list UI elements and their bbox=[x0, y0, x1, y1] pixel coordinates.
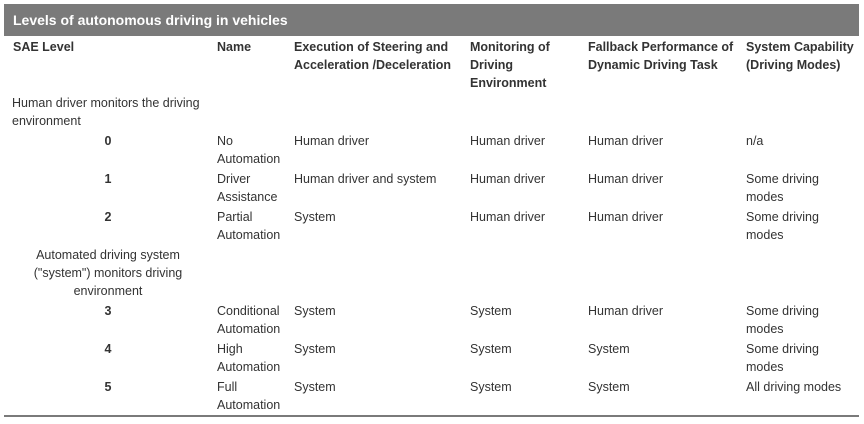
row-4-monitoring: System bbox=[470, 342, 512, 356]
row-0-capability: n/a bbox=[746, 134, 764, 148]
row-1-level: 1 bbox=[104, 172, 112, 186]
header-sae-level: SAE Level bbox=[13, 40, 75, 54]
row-0-level: 0 bbox=[104, 134, 112, 148]
row-2-capability: Some driving modes bbox=[746, 210, 819, 242]
header-name: Name bbox=[217, 40, 252, 54]
row-1-fallback: Human driver bbox=[588, 172, 664, 186]
row-0-execution: Human driver bbox=[294, 134, 370, 148]
table-title: Levels of autonomous driving in vehicles bbox=[4, 4, 859, 36]
row-0-monitoring: Human driver bbox=[470, 134, 546, 148]
row-3-execution: System bbox=[294, 304, 336, 318]
row-5-capability: All driving modes bbox=[746, 380, 842, 394]
group-system-monitors: Automated driving system ("system") monitors driving environment bbox=[33, 248, 183, 298]
row-3-level: 3 bbox=[104, 304, 112, 318]
row-1-monitoring: Human driver bbox=[470, 172, 546, 186]
header-capability: System Capability (Driving Modes) bbox=[746, 40, 854, 72]
row-5-fallback: System bbox=[588, 380, 630, 394]
row-1-name: Driver Assistance bbox=[217, 172, 278, 204]
header-fallback: Fallback Performance of Dynamic Driving Task bbox=[588, 40, 734, 72]
row-2-level: 2 bbox=[104, 210, 112, 224]
row-5-name: Full Automation bbox=[217, 380, 281, 412]
row-4-execution: System bbox=[294, 342, 336, 356]
table-bottom-border bbox=[4, 415, 859, 417]
row-4-fallback: System bbox=[588, 342, 630, 356]
row-3-capability: Some driving modes bbox=[746, 304, 819, 336]
group-human-monitors: Human driver monitors the driving environment bbox=[12, 96, 200, 128]
row-5-execution: System bbox=[294, 380, 336, 394]
row-5-monitoring: System bbox=[470, 380, 512, 394]
row-4-name: High Automation bbox=[217, 342, 281, 374]
row-1-execution: Human driver and system bbox=[294, 172, 437, 186]
row-3-fallback: Human driver bbox=[588, 304, 664, 318]
row-3-name: Conditional Automation bbox=[217, 304, 281, 336]
row-2-fallback: Human driver bbox=[588, 210, 664, 224]
row-4-capability: Some driving modes bbox=[746, 342, 819, 374]
row-0-name: No Automation bbox=[217, 134, 281, 166]
row-2-monitoring: Human driver bbox=[470, 210, 546, 224]
row-3-monitoring: System bbox=[470, 304, 512, 318]
row-0-fallback: Human driver bbox=[588, 134, 664, 148]
row-5-level: 5 bbox=[104, 380, 112, 394]
row-1-capability: Some driving modes bbox=[746, 172, 819, 204]
row-2-name: Partial Automation bbox=[217, 210, 281, 242]
header-execution: Execution of Steering and Acceleration /Deceleration bbox=[294, 40, 452, 72]
row-4-level: 4 bbox=[104, 342, 112, 356]
row-2-execution: System bbox=[294, 210, 336, 224]
header-monitoring: Monitoring of Driving Environment bbox=[470, 40, 550, 90]
